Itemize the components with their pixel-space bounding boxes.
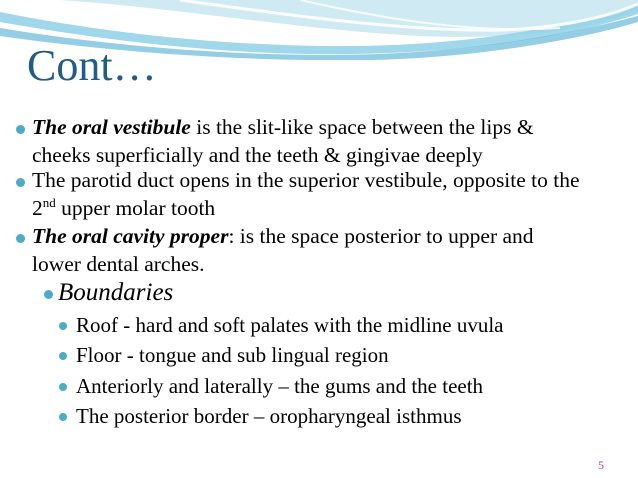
bullet-oral-cavity-proper — [32, 222, 622, 278]
sub-bullet-dot-icon — [59, 413, 67, 421]
bullet-text-line2: cheeks superficially and the teeth & gingivae deeply — [32, 143, 483, 167]
bullet-text: is the slit-like space between the lips & — [190, 115, 534, 139]
boundary-item-roof: Roof - hard and soft palates with the midline uvula — [76, 313, 504, 337]
bullet-text-line2: lower dental arches. — [32, 252, 205, 276]
bullet-ordinal-suffix: nd — [42, 194, 56, 210]
bullet-ordinal-number: 2 — [32, 196, 43, 220]
bullet-emphasis: The oral cavity proper — [32, 224, 229, 248]
subheading-dot-icon — [44, 290, 53, 299]
bullet-text-line2: upper molar tooth — [55, 196, 216, 220]
boundaries-heading: Boundaries — [58, 279, 174, 306]
bullet-oral-vestibule — [32, 113, 622, 169]
sub-bullet-dot-icon — [59, 383, 67, 391]
sub-bullet-dot-icon — [59, 322, 67, 330]
slide-title: Cont… — [27, 41, 157, 90]
bullet-text: : is the space posterior to upper and — [228, 224, 534, 248]
boundary-item-floor: Floor - tongue and sub lingual region — [76, 343, 389, 367]
bullet-dot-icon — [16, 125, 25, 134]
bullet-parotid-duct — [32, 166, 622, 222]
slide-page-number: 5 — [598, 458, 604, 472]
bullet-dot-icon — [16, 178, 25, 187]
boundary-item-posterior: The posterior border – oropharyngeal isthmus — [76, 404, 462, 428]
bullet-emphasis: The oral vestibule — [32, 115, 191, 139]
boundary-item-anterior: Anteriorly and laterally – the gums and the teeth — [76, 374, 484, 398]
bullet-text: The parotid duct opens in the superior vestibule, opposite to the — [32, 168, 580, 192]
bullet-dot-icon — [16, 234, 25, 243]
sub-bullet-dot-icon — [59, 352, 67, 360]
